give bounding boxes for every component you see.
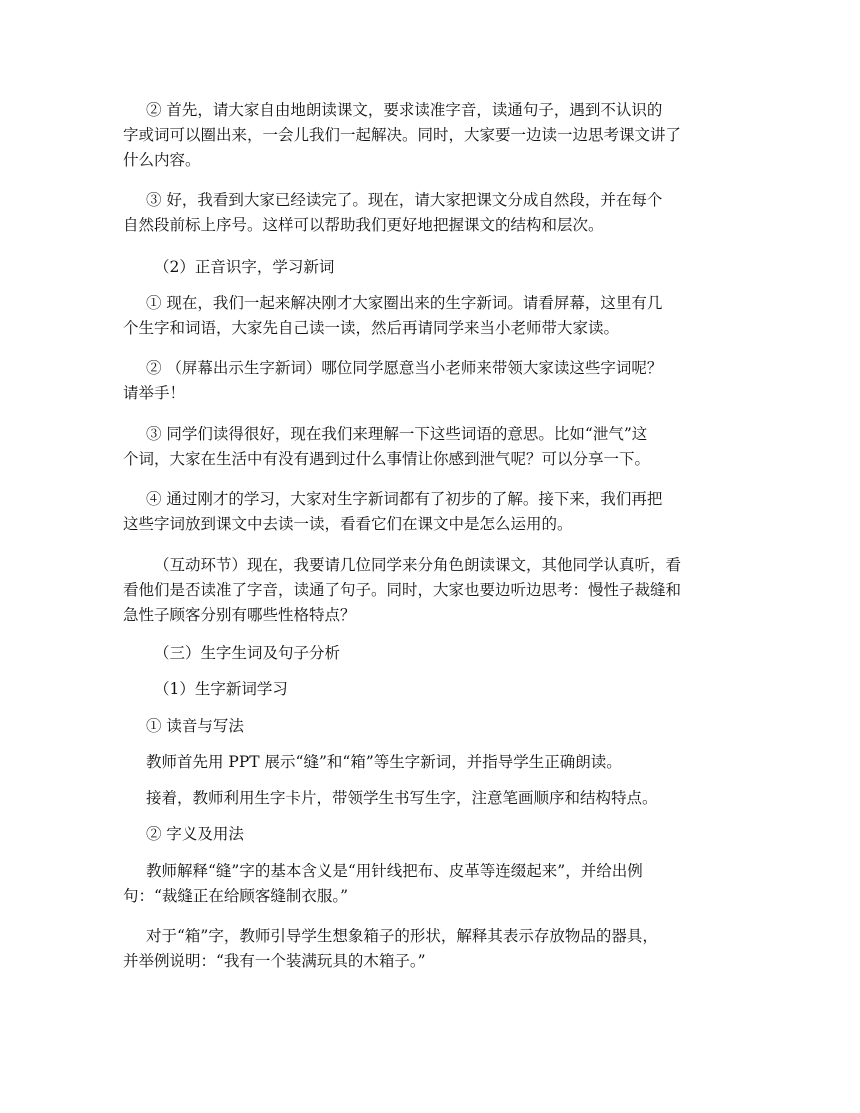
heading-text: （2）正音识字，学习新词 [154,258,335,276]
section-heading [123,641,738,666]
heading-text: ① 读音与写法 [146,717,244,735]
paragraph-line: （互动环节）现在，我要请几位同学来分角色朗读课文，其他同学认真听，看 [154,556,682,574]
heading-text: ② 字义及用法 [146,825,244,843]
paragraph-line: ② （屏幕出示生字新词）哪位同学愿意当小老师来带领大家读这些字词呢？ [146,359,663,377]
section-heading [123,255,738,280]
paragraph [123,356,738,406]
paragraph-line: ③ 好，我看到大家已经读完了。现在，请大家把课文分成自然段，并在每个 [146,191,663,209]
paragraph-line: ③ 同学们读得很好，现在我们来理解一下这些词语的意思。比如“泄气”这 [146,425,648,443]
paragraph [123,924,738,974]
heading-text: （三）生字生词及句子分析 [154,644,341,662]
section-heading [123,822,738,847]
heading-text: （1）生字新词学习 [154,680,288,698]
paragraph-line: ① 现在，我们一起来解决刚才大家圈出来的生字新词。请看屏幕，这里有几 [146,294,663,312]
paragraph [123,786,738,811]
paragraph-line: 句：“裁缝正在给顾客缝制衣服。” [123,887,349,905]
paragraph-line: 并举例说明：“我有一个装满玩具的木箱子。” [123,952,426,970]
paragraph [123,553,738,628]
paragraph-line: ② 首先，请大家自由地朗读课文，要求读准字音，读通句子，遇到不认识的 [146,101,663,119]
paragraph-line: 什么内容。 [123,151,201,169]
paragraph-line: 自然段前标上序号。这样可以帮助我们更好地把握课文的结构和层次。 [123,216,604,234]
paragraph-line: 对于“箱”字，教师引导学生想象箱子的形状，解释其表示存放物品的器具， [146,927,658,945]
paragraph-line: 字或词可以圈出来，一会儿我们一起解决。同时，大家要一边读一边思考课文讲了 [123,126,682,144]
section-heading [123,677,738,702]
paragraph [123,487,738,537]
paragraph-line: 这些字词放到课文中去读一读，看看它们在课文中是怎么运用的。 [123,515,573,533]
paragraph [123,750,738,775]
paragraph-line: 看他们是否读准了字音，读通了句子。同时，大家也要边听边思考：慢性子裁缝和 [123,581,682,599]
paragraph [123,859,738,909]
paragraph-line: ④ 通过刚才的学习，大家对生字新词都有了初步的了解。接下来，我们再把 [146,490,663,508]
paragraph-line: 请举手！ [123,384,186,402]
paragraph [123,422,738,472]
paragraph [123,98,738,173]
paragraph-line: 教师首先用 PPT 展示“缝”和“箱”等生字新词，并指导学生正确朗读。 [146,753,622,771]
paragraph-line: 个生字和词语，大家先自己读一读，然后再请同学来当小老师带大家读。 [123,319,620,337]
section-heading [123,714,738,739]
paragraph-line: 教师解释“缝”字的基本含义是“用针线把布、皮革等连缀起来”，并给出例 [146,862,643,880]
paragraph-line: 急性子顾客分别有哪些性格特点？ [123,606,356,624]
paragraph [123,188,738,238]
paragraph-line: 个词，大家在生活中有没有遇到过什么事情让你感到泄气呢？可以分享一下。 [123,450,651,468]
paragraph-line: 接着，教师利用生字卡片，带领学生书写生字，注意笔画顺序和结构特点。 [146,789,658,807]
paragraph [123,291,738,341]
